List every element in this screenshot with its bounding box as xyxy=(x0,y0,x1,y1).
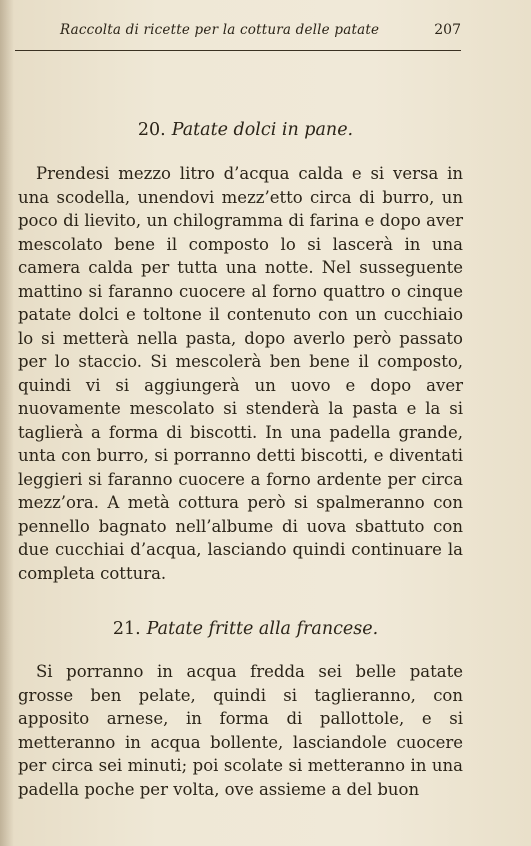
recipe-body-20 xyxy=(18,162,463,585)
recipe-number: 21. xyxy=(112,619,141,639)
recipe-title-21 xyxy=(0,619,491,639)
recipe-title-20 xyxy=(0,120,491,140)
header-rule xyxy=(15,50,461,51)
page-number: 207 xyxy=(434,22,461,38)
recipe-body-21 xyxy=(18,660,463,801)
recipe-name: Patate fritte alla francese. xyxy=(146,619,379,639)
running-header xyxy=(60,22,461,46)
recipe-text: Si porranno in acqua fredda sei belle patate grosse ben pelate, quindi si taglieranno, con apposito arnese, in forma di pallottole, e si metteranno in acqua bollente, lasciandole cuocere per circa sei minuti; poi scolate si metteranno in una padella poche per volta, ove assieme a del buon xyxy=(18,662,463,799)
recipe-name: Patate dolci in pane. xyxy=(171,120,354,140)
running-title: Raccolta di ricette per la cottura delle patate xyxy=(60,22,380,38)
recipe-text: Prendesi mezzo litro d’acqua calda e si versa in una scodella, unendovi mezz’etto circa di burro, un poco di lievito, un chilogramma di farina e dopo aver mescolato bene il composto lo si lascerà in una camera calda per tutta una notte. Nel susseguente mattino si faranno cuocere al forno quattro o cinque patate dolci e toltone il contenuto con un cucchiaio lo si metterà nella pasta, dopo averlo però passato per lo staccio. Si mescolerà ben bene il composto, quindi vi si aggiungerà un uovo e dopo aver nuovamente mescolato si stenderà la pasta e la si taglierà a forma di biscotti. In una padella grande, unta con burro, si porranno detti biscotti, e diventati leggieri si faranno cuocere a forno ardente per circa mezz’ora. A metà cottura però si spalmeranno con pennello bagnato nell’albume di uova sbattuto con due cucchiai d’acqua, lasciando quindi continuare la completa cottura. xyxy=(18,164,463,583)
recipe-number: 20. xyxy=(137,120,166,140)
